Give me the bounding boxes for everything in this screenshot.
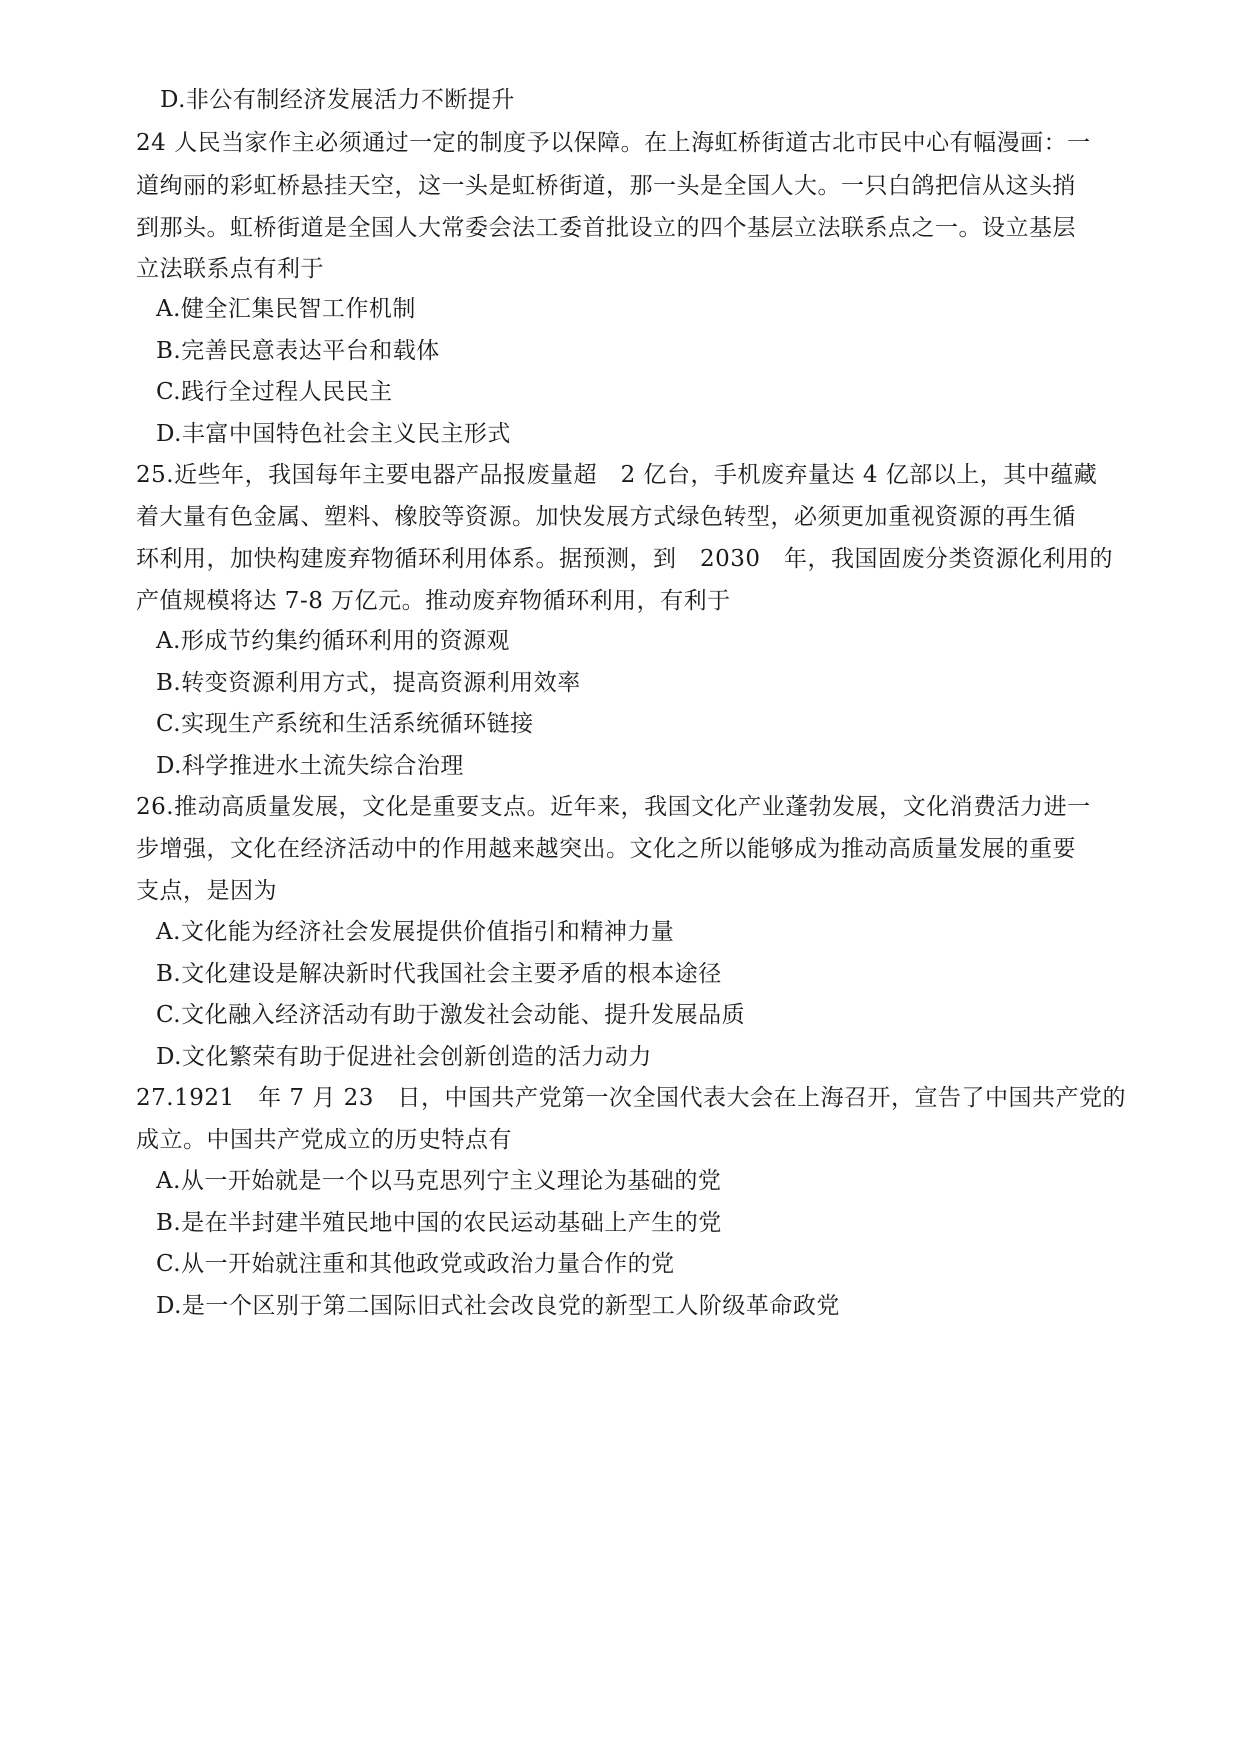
q26-option-c: C.文化融入经济活动有助于激发社会动能、提升发展品质 bbox=[156, 1002, 746, 1028]
q27-option-d: D.是一个区别于第二国际旧式社会改良党的新型工人阶级革命政党 bbox=[156, 1293, 840, 1319]
q25-stem-line: 产值规模将达 7-8 万亿元。推动废弃物循环利用，有利于 bbox=[136, 588, 731, 614]
q25-stem-line: 环利用，加快构建废弃物循环利用体系。据预测，到 2030 年，我国固废分类资源化利用的 bbox=[136, 546, 1114, 572]
q24-stem-line: 道绚丽的彩虹桥悬挂天空，这一头是虹桥街道，那一头是全国人大。一只白鸽把信从这头捎 bbox=[136, 173, 1076, 199]
q24-stem-line: 到那头。虹桥街道是全国人大常委会法工委首批设立的四个基层立法联系点之一。设立基层 bbox=[136, 215, 1076, 241]
q24-option-a: A.健全汇集民智工作机制 bbox=[156, 296, 416, 322]
q26-stem-line: 步增强，文化在经济活动中的作用越来越突出。文化之所以能够成为推动高质量发展的重要 bbox=[136, 836, 1076, 862]
q25-option-a: A.形成节约集约循环利用的资源观 bbox=[156, 628, 510, 654]
q26-stem-line: 26.推动高质量发展，文化是重要支点。近年来，我国文化产业蓬勃发展，文化消费活力进一 bbox=[136, 794, 1091, 820]
q24-option-b: B.完善民意表达平台和载体 bbox=[156, 338, 440, 364]
q25-stem-line: 着大量有色金属、塑料、橡胶等资源。加快发展方式绿色转型，必须更加重视资源的再生循 bbox=[136, 504, 1076, 530]
q24-stem-line: 24 人民当家作主必须通过一定的制度予以保障。在上海虹桥街道古北市民中心有幅漫画：一 bbox=[136, 130, 1091, 156]
q25-option-c: C.实现生产系统和生活系统循环链接 bbox=[156, 711, 534, 737]
q26-stem-line: 支点，是因为 bbox=[136, 878, 277, 904]
q26-option-a: A.文化能为经济社会发展提供价值指引和精神力量 bbox=[156, 919, 675, 945]
q24-option-d: D.丰富中国特色社会主义民主形式 bbox=[156, 421, 511, 447]
q25-stem-line: 25.近些年，我国每年主要电器产品报废量超 2 亿台，手机废弃量达 4 亿部以上，其中蕴藏 bbox=[136, 462, 1098, 488]
q27-stem-line: 27.1921 年 7 月 23 日，中国共产党第一次全国代表大会在上海召开，宣告了中国共产党的 bbox=[136, 1085, 1126, 1111]
q27-option-a: A.从一开始就是一个以马克思列宁主义理论为基础的党 bbox=[156, 1168, 722, 1194]
q23-option-d: D.非公有制经济发展活力不断提升 bbox=[160, 87, 515, 113]
q27-option-c: C.从一开始就注重和其他政党或政治力量合作的党 bbox=[156, 1251, 675, 1277]
q25-option-d: D.科学推进水土流失综合治理 bbox=[156, 753, 464, 779]
q26-option-b: B.文化建设是解决新时代我国社会主要矛盾的根本途径 bbox=[156, 961, 722, 987]
q27-option-b: B.是在半封建半殖民地中国的农民运动基础上产生的党 bbox=[156, 1210, 722, 1236]
q27-stem-line: 成立。中国共产党成立的历史特点有 bbox=[136, 1127, 512, 1153]
q25-option-b: B.转变资源利用方式，提高资源利用效率 bbox=[156, 670, 581, 696]
q24-option-c: C.践行全过程人民民主 bbox=[156, 379, 393, 405]
q26-option-d: D.文化繁荣有助于促进社会创新创造的活力动力 bbox=[156, 1044, 652, 1070]
q24-stem-line: 立法联系点有利于 bbox=[136, 256, 324, 282]
